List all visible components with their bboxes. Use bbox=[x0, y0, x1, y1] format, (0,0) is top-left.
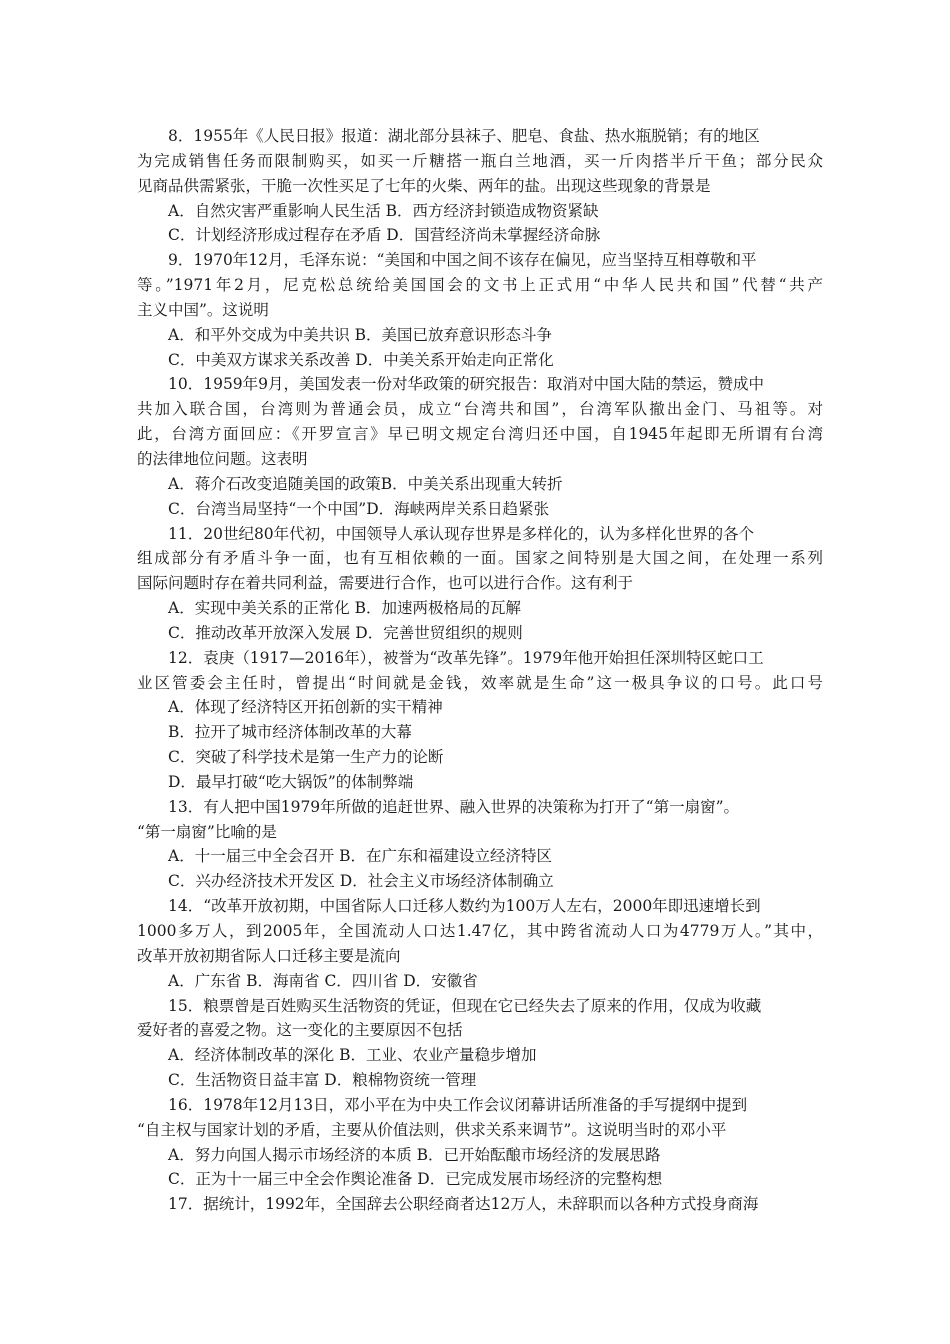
q8-stem-line-2: 为完成销售任务而限制购买，如买一斤糖搭一瓶白兰地酒，买一斤肉搭半斤干鱼；部分民众 bbox=[137, 151, 823, 170]
q9-options-ab: A．和平外交成为中美共识 B．美国已放弃意识形态斗争 bbox=[168, 325, 553, 344]
q10-stem-line-4: 的法律地位问题。这表明 bbox=[137, 449, 308, 468]
q14-options: A．广东省 B．海南省 C．四川省 D．安徽省 bbox=[168, 971, 478, 990]
q11-options-ab: A．实现中美关系的正常化 B．加速两极格局的瓦解 bbox=[168, 599, 522, 618]
q14-stem-line-2: 1000多万人，到2005年，全国流动人口达1.47亿，其中跨省流动人口为4779万人。”其中， bbox=[137, 922, 823, 940]
document-body bbox=[137, 124, 823, 1217]
q14-stem-line-3: 改革开放初期省际人口迁移主要是流向 bbox=[137, 946, 401, 965]
q12-option-b: B．拉开了城市经济体制改革的大幕 bbox=[168, 723, 412, 742]
q12-stem-line-2: 业区管委会主任时，曾提出“时间就是金钱，效率就是生命”这一极具争议的口号。此口号 bbox=[137, 673, 823, 692]
q12-stem-line-1: 12．袁庚（1917—2016年），被誉为“改革先锋”。1979年他开始担任深圳特区蛇口工 bbox=[168, 648, 764, 667]
q16-stem-line-1: 16．1978年12月13日，邓小平在为中央工作会议闭幕讲话所准备的手写提纲中提到 bbox=[168, 1095, 748, 1114]
q11-stem-line-1: 11．20世纪80年代初，中国领导人承认现存世界是多样化的，认为多样化世界的各个 bbox=[168, 524, 755, 543]
q16-stem-line-2: “自主权与国家计划的矛盾，主要从价值法则，供求关系来调节”。这说明当时的邓小平 bbox=[137, 1120, 727, 1139]
q16-options-cd: C．正为十一届三中全会作舆论准备 D．已完成发展市场经济的完整构想 bbox=[168, 1170, 663, 1189]
q16-options-ab: A．努力向国人揭示市场经济的本质 B．已开始酝酿市场经济的发展思路 bbox=[168, 1145, 661, 1164]
q10-stem-line-3: 此，台湾方面回应：《开罗宣言》早已明文规定台湾归还中国，自1945年起即无所谓有台湾 bbox=[137, 425, 823, 444]
q15-stem-line-2: 爱好者的喜爱之物。这一变化的主要原因不包括 bbox=[137, 1021, 463, 1040]
q12-option-c: C．突破了科学技术是第一生产力的论断 bbox=[168, 748, 444, 767]
q13-stem-line-1: 13．有人把中国1979年所做的追赶世界、融入世界的决策称为打开了“第一扇窗”。 bbox=[168, 797, 740, 816]
q15-options-ab: A．经济体制改革的深化 B．工业、农业产量稳步增加 bbox=[168, 1046, 537, 1065]
q14-stem-line-1: 14．“改革开放初期，中国省际人口迁移人数约为100万人左右，2000年即迅速增长到 bbox=[168, 897, 761, 916]
q8-stem-line-1: 8．1955年《人民日报》报道：湖北部分县袜子、肥皂、食盐、热水瓶脱销；有的地区 bbox=[168, 127, 760, 145]
q10-options-cd: C．台湾当局坚持“一个中国”D．海峡两岸关系日趋紧张 bbox=[168, 499, 550, 518]
q9-stem-line-2: 等。”1971年2月，尼克松总统给美国国会的文书上正式用“中华人民共和国”代替“共产 bbox=[137, 276, 823, 295]
q17-stem-line-1: 17．据统计，1992年，全国辞去公职经商者达12万人，未辞职而以各种方式投身商海 bbox=[168, 1195, 759, 1214]
q12-option-a: A．体现了经济特区开拓创新的实干精神 bbox=[168, 698, 443, 717]
q8-options-cd: C．计划经济形成过程存在矛盾 D．国营经济尚未掌握经济命脉 bbox=[168, 226, 601, 245]
q11-stem-line-3: 国际问题时存在着共同利益，需要进行合作，也可以进行合作。这有利于 bbox=[137, 574, 634, 593]
q9-options-cd: C．中美双方谋求关系改善 D．中美关系开始走向正常化 bbox=[168, 350, 554, 369]
q8-stem-line-3: 见商品供需紧张，干脆一次性买足了七年的火柴、两年的盐。出现这些现象的背景是 bbox=[137, 176, 711, 195]
q15-stem-line-1: 15．粮票曾是百姓购买生活物资的凭证，但现在它已经失去了原来的作用，仅成为收藏 bbox=[168, 996, 762, 1015]
q9-stem-line-3: 主义中国”。这说明 bbox=[137, 300, 269, 319]
q10-options-ab: A．蒋介石改变追随美国的政策B．中美关系出现重大转折 bbox=[168, 474, 563, 493]
q11-options-cd: C．推动改革开放深入发展 D．完善世贸组织的规则 bbox=[168, 623, 523, 642]
q10-stem-line-1: 10．1959年9月，美国发表一份对华政策的研究报告：取消对中国大陆的禁运，赞成中 bbox=[168, 375, 765, 394]
q10-stem-line-2: 共加入联合国，台湾则为普通会员，成立“台湾共和国”，台湾军队撤出金门、马祖等。对 bbox=[137, 400, 823, 419]
q11-stem-line-2: 组成部分有矛盾斗争一面，也有互相依赖的一面。国家之间特别是大国之间，在处理一系列 bbox=[137, 549, 823, 568]
q8-options-ab: A．自然灾害严重影响人民生活 B．西方经济封锁造成物资紧缺 bbox=[168, 201, 599, 220]
q13-stem-line-2: “第一扇窗”比喻的是 bbox=[137, 822, 277, 841]
q13-options-ab: A．十一届三中全会召开 B．在广东和福建设立经济特区 bbox=[168, 847, 553, 866]
q9-stem-line-1: 9．1970年12月，毛泽东说：“美国和中国之间不该存在偏见，应当坚持互相尊敬和平 bbox=[168, 251, 757, 270]
q12-option-d: D．最早打破“吃大锅饭”的体制弊端 bbox=[168, 772, 414, 791]
q13-options-cd: C．兴办经济技术开发区 D．社会主义市场经济体制确立 bbox=[168, 872, 554, 891]
q15-options-cd: C．生活物资日益丰富 D．粮棉物资统一管理 bbox=[168, 1071, 477, 1090]
